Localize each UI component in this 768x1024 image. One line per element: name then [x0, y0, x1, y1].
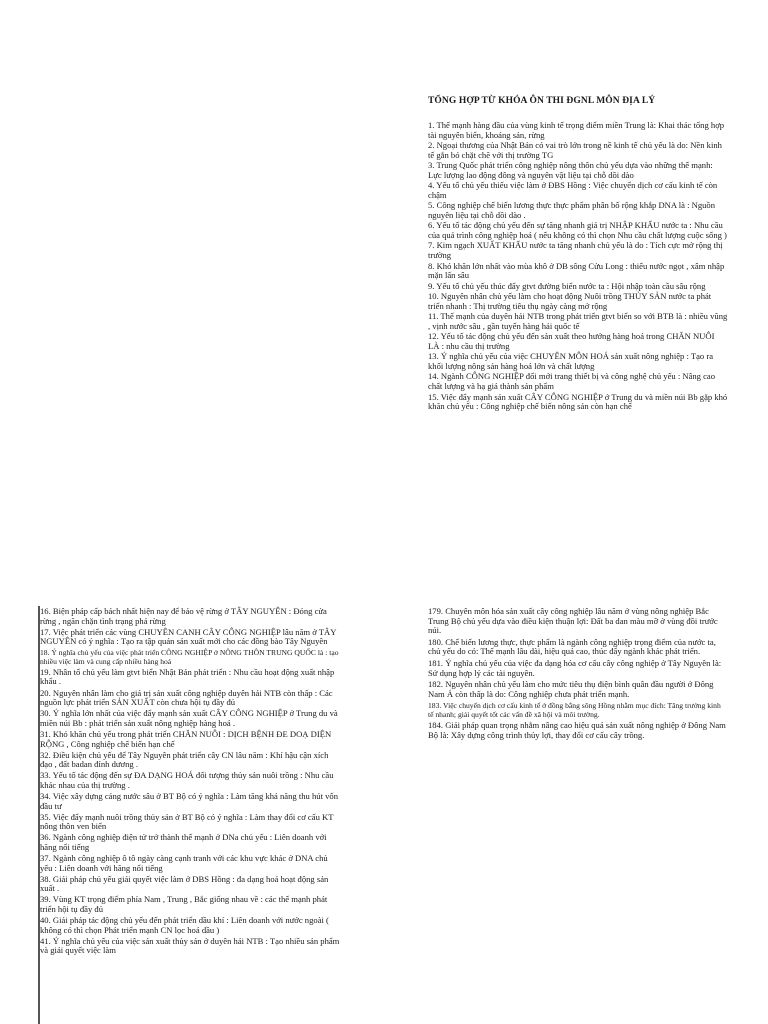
list-item: 33. Yếu tố tác động đến sự ĐA DẠNG HOÁ đối tượng thủy sản nuôi trồng : Nhu cầu khác nhau của thị trường .	[40, 770, 334, 790]
list-item: 183. Việc chuyển dịch cơ cấu kinh tế ở đồng bằng sông Hồng nhằm mục đích: Tăng trưởng kinh tế nhanh; giải quyết tốt các vấn đề xã hội và môi trường.	[428, 701, 721, 720]
list-item: 17. Việc phát triển các vùng CHUYÊN CANH CÂY CÔNG NGHIỆP lâu năm ở TÂY NGUYÊN có ý nghĩa : Tạo ra tập quán sản xuất mới cho các đồng bào Tây Nguyên	[40, 626, 337, 647]
list-item: 32. Điều kiện chủ yếu để Tây Nguyên phát triển cây CN lâu năm : Khí hậu cận xích đạo , đất badan đỉnh dương .	[40, 749, 329, 770]
list-item: 12. Yếu tố tác động chủ yếu đến sản xuất theo hướng hàng hoá trong CHĂN NUÔI LÀ : nhu cầu thị trường	[428, 331, 715, 351]
list-item: 41. Ý nghĩa chủ yếu của việc sản xuất thủy sản ở duyên hải NTB : Tạo nhiều sản phẩm và giải quyết việc làm	[40, 935, 340, 956]
left-item-list	[40, 607, 340, 958]
list-item: 39. Vùng KT trọng điểm phía Nam , Trung , Bắc giống nhau về : các thế mạnh phát triển hội tụ đầy đủ	[40, 894, 328, 915]
document-title: TỔNG HỢP TỪ KHÓA ÔN THI ĐGNL MÔN ĐỊA LÝ	[428, 96, 656, 106]
list-item: 13. Ý nghĩa chủ yếu của việc CHUYÊN MÔN HOÁ sản xuất nông nghiệp : Tạo ra khối lượng nông sản hàng hoá lớn và chất lượng	[428, 351, 714, 371]
list-item: 180. Chế biến lương thực, thực phẩm là ngành công nghiệp trọng điểm của nước ta, chủ yếu do có: Thế mạnh lâu dài, hiệu quả cao, thúc đẩy ngành khác phát triển.	[428, 636, 716, 657]
list-item: 3. Trung Quốc phát triển công nghiệp nông thôn chủ yếu dựa vào những thế mạnh: Lực lượng lao động đông và nguyên vật liệu tại chỗ dồi dào	[428, 160, 713, 180]
list-item: 20. Nguyên nhân làm cho giá trị sản xuất công nghiệp duyên hải NTB còn thấp : Các nguồn lực phát triển SẢN XUẤT còn chưa hội tụ đầy đủ	[40, 687, 333, 708]
list-item: 181. Ý nghĩa chủ yếu của việc đa dạng hóa cơ cấu cây công nghiệp ở Tây Nguyên là: Sử dụng hợp lý các tài nguyên.	[428, 657, 722, 678]
list-item: 4. Yếu tố chủ yếu thiếu việc làm ở ĐBS Hồng : Việc chuyển dịch cơ cấu kinh tế còn chậm	[428, 180, 718, 200]
list-item: 179. Chuyên môn hóa sản xuất cây công nghiệp lâu năm ở vùng nông nghiệp Bắc Trung Bộ chủ yếu dựa vào điều kiện thuận lợi: Đất ba dan màu mỡ ở vùng đồi trước núi.	[428, 606, 718, 636]
list-item: 19. Nhân tố chủ yếu làm gtvt biển Nhật Bản phát triển : Nhu cầu hoạt động xuất nhập khẩu .	[40, 666, 335, 687]
list-item: 36. Ngành công nghiệp điện tử trở thành thế mạnh ở DNa chủ yếu : Liên doanh với hãng nổi tiếng	[40, 832, 327, 852]
list-item: 2. Ngoại thương của Nhật Bản có vai trò lớn trong nề kinh tế chủ yếu là do: Nền kinh tế gắn bó chặt chẽ với thị trường TG	[428, 140, 722, 160]
list-item: 8. Khó khăn lớn nhất vào mùa khô ở DB sông Cửu Long : thiếu nước ngọt , xâm nhập mặn lấn sâu	[428, 260, 725, 281]
list-item: 34. Việc xây dựng cảng nước sâu ở BT Bộ có ý nghĩa : Làm tăng khả năng thu hút vốn đầu tư	[40, 791, 339, 811]
list-item: 7. Kim ngạch XUẤT KHẨU nước ta tăng nhanh chủ yếu là do : Tích cực mở rộng thị trường	[428, 240, 723, 261]
top-item-list	[428, 121, 728, 413]
list-item: 38. Giải pháp chủ yếu giải quyết việc làm ở DBS Hồng : đa dạng hoá hoạt động sản xuất .	[40, 873, 329, 894]
right-item-list	[428, 607, 728, 743]
list-item: 184. Giải pháp quan trọng nhằm nâng cao hiệu quả sản xuất nông nghiệp ở Đông Nam Bộ là: Xây dựng công trình thủy lợi, thay đổi cơ cấu cây trồng.	[428, 720, 726, 740]
list-item: 16. Biện pháp cấp bách nhất hiện nay để bảo vệ rừng ở TÂY NGUYÊN : Đóng cửa rừng , ngăn chặn tình trạng phá rừng	[40, 606, 327, 626]
list-item: 11. Thế mạnh của duyên hải NTB trong phát triển gtvt biển so với BTB là : nhiều vũng , vịnh nước sâu , gần tuyến hàng hải quốc tế	[428, 311, 728, 331]
list-item: 37. Ngành công nghiệp ô tô ngày càng cạnh tranh với các khu vực khác ở DNA chủ yếu : Liên doanh với hãng nổi tiếng	[40, 853, 328, 873]
list-item: 5. Công nghiệp chế biến lương thực thực phẩm phân bố rộng khắp DNA là : Nguồn nguyên liệu tại chỗ dồi dào .	[428, 200, 716, 220]
list-item: 10. Nguyên nhân chủ yếu làm cho hoạt động Nuôi trồng THỦY SẢN nước ta phát triển nhanh : Thị trường tiêu thụ ngày càng mở rộng	[428, 291, 712, 311]
list-item: 15. Việc đẩy mạnh sản xuất CÂY CÔNG NGHIỆP ở Trung du và miền núi Bb gặp khó khăn chủ yếu : Công nghiệp chế biến nông sản còn hạn chế	[428, 391, 728, 412]
list-item: 9. Yếu tố chủ yếu thúc đẩy gtvt đường biển nước ta : Hội nhập toàn cầu sâu rộng	[428, 280, 706, 291]
list-item: 40. Giải pháp tác động chủ yếu đến phát triển dầu khí : Liên doanh với nước ngoài ( không có thì chọn Phát triển mạnh CN lọc hoá dầu )	[40, 915, 329, 935]
list-item: 14. Ngành CÔNG NGHIỆP đổi mới trang thiết bị và công nghệ chủ yếu : Nâng cao chất lượng và hạ giá thành sản phẩm	[428, 371, 716, 392]
list-item: 31. Khó khăn chủ yếu trong phát triển CHĂN NUÔI : DỊCH BỆNH ĐE DOẠ DIỆN RỘNG , Công nghiệp chế biến hạn chế	[40, 728, 332, 749]
list-item: 30. Ý nghĩa lớn nhất của việc đẩy mạnh sản xuất CÂY CÔNG NGHIỆP ở Trung du và miền núi Bb : phát triển sản xuất nông nghiệp hàng hoá .	[40, 708, 338, 728]
list-item: 182. Nguyên nhân chủ yếu làm cho mức tiêu thụ điện bình quân đầu người ở Đông Nam Á còn thấp là do: Công nghiệp chưa phát triển mạnh.	[428, 679, 714, 699]
list-item: 6. Yếu tố tác động chủ yếu đến sự tăng nhanh giá trị NHẬP KHẨU nước ta : Nhu cầu của quá trình công nghiệp hoá ( nếu không có thì chọn Nhu cầu chất lượng cuộc sống )	[428, 220, 727, 240]
list-item: 1. Thế mạnh hàng đầu của vùng kinh tế trọng điểm miền Trung là: Khai thác tổng hợp tài nguyên biển, khoáng sản, rừng	[428, 120, 725, 140]
list-item: 18. Ý nghĩa chủ yếu của việc phát triển CÔNG NGHIỆP ở NÔNG THÔN TRUNG QUỐC là : tạo nhiều việc làm và cung cấp nhiều hàng hoá	[40, 648, 339, 667]
list-item: 35. Việc đẩy mạnh nuôi trồng thủy sản ở BT Bộ có ý nghĩa : Làm thay đổi cơ cấu KT nông thôn ven biển	[40, 811, 334, 832]
